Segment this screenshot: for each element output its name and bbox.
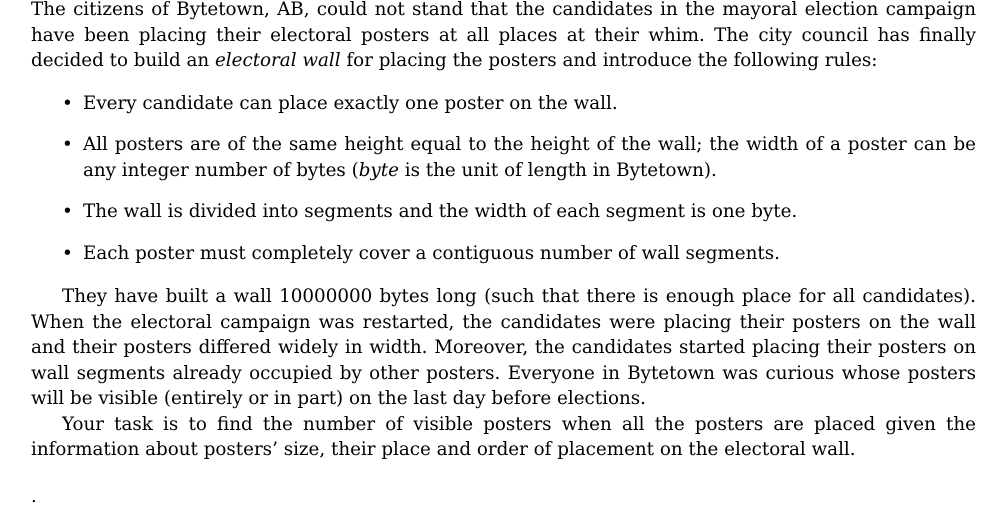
bullet-icon: • bbox=[62, 134, 73, 155]
rule-item-1 bbox=[62, 91, 976, 117]
intro-paragraph bbox=[31, 0, 976, 74]
rules-list bbox=[31, 91, 976, 267]
partial-next-line: . bbox=[31, 486, 37, 507]
rule-text-2b: is the unit of length in Bytetown). bbox=[398, 159, 717, 181]
intro-term: electoral wall bbox=[214, 50, 341, 71]
task-paragraph: Your task is to find the number of visible posters when all the posters are placed given the information about posters’ size, their place and order of placement on the electoral wall. bbox=[31, 413, 976, 460]
rule-text-3: The wall is divided into segments and the width of each segment is one byte. bbox=[83, 201, 798, 222]
bullet-icon: • bbox=[62, 92, 73, 114]
rule-item-2 bbox=[62, 132, 976, 183]
rule-text-1: Every candidate can place exactly one poster on the wall. bbox=[83, 92, 618, 114]
intro-text-2: for placing the posters and introduce the following rules: bbox=[340, 50, 878, 71]
rule-item-4 bbox=[62, 241, 976, 267]
rule-text-4: Each poster must completely cover a contiguous number of wall segments. bbox=[83, 242, 780, 264]
rule-item-3 bbox=[62, 199, 976, 225]
intro-text-1: The citizens of Bytetown, AB, could not stand that the candidates in the mayoral election campaign have been placing their electoral posters at all places at their whim. The city council has finally decided to build an bbox=[31, 0, 976, 71]
rule-text-2a: All posters are of the same height equal to the height of the wall; the width of a poster can be any integer number of bytes ( bbox=[83, 134, 976, 181]
problem-statement bbox=[31, 0, 976, 463]
bullet-icon: • bbox=[62, 201, 73, 222]
rule-term-byte: byte bbox=[358, 159, 399, 181]
story-paragraph: They have built a wall 10000000 bytes long (such that there is enough place for all candidates). When the electoral campaign was restarted, the candidates were placing their posters on the wall and their posters differed widely in width. Moreover, the candidates started placing their posters on wall segments already occupied by other posters. Everyone in Bytetown was curious whose posters will be visible (entirely or in part) on the last day before elections. bbox=[31, 286, 976, 409]
bullet-icon: • bbox=[62, 242, 73, 264]
